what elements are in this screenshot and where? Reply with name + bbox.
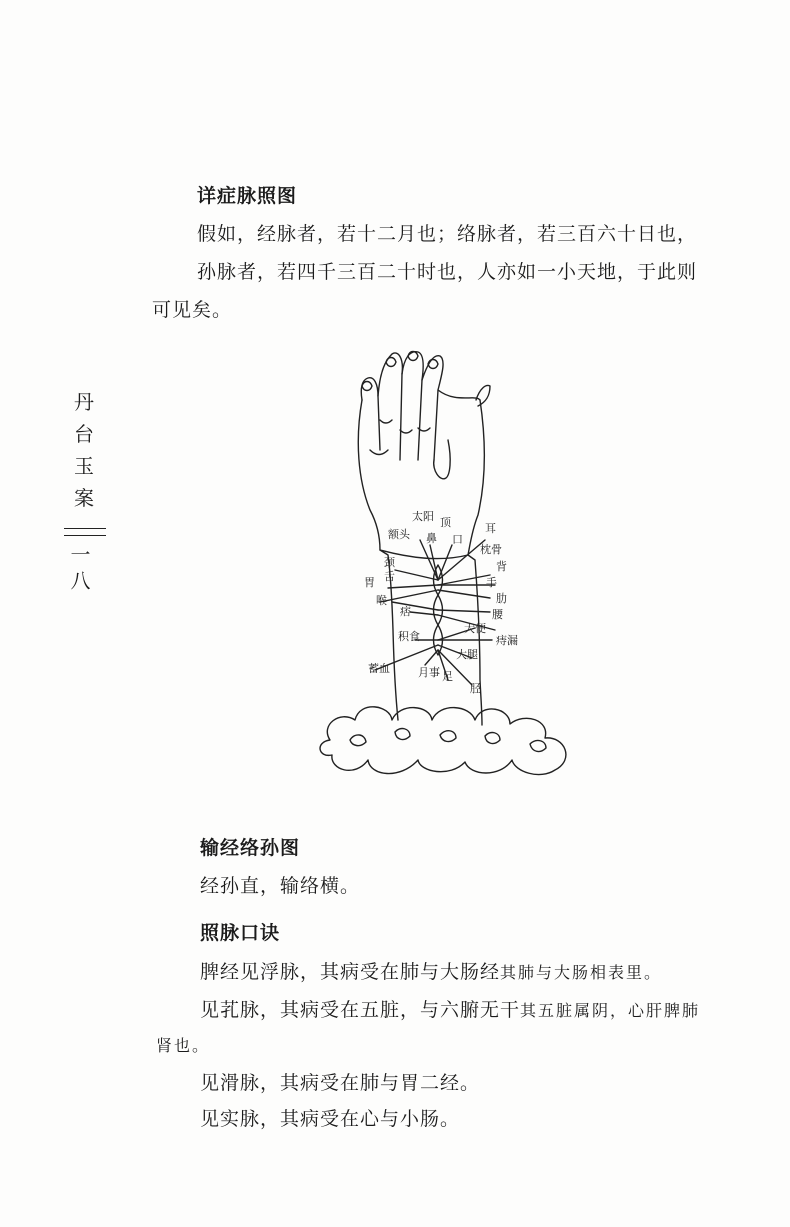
side-title-char: 玉 [74,454,94,478]
label-shou: 手 [486,576,497,589]
page-number: 一八 [67,544,91,596]
section-heading-3: 照脉口诀 [200,922,281,944]
label-zhilou: 痔漏 [496,634,518,647]
label-taiyang: 太阳 [412,510,434,523]
label-wei: 胃 [364,576,375,589]
label-xuxue: 蓄血 [368,662,390,675]
side-title-char: 案 [74,486,94,510]
section-heading-2: 输经络孙图 [200,837,301,859]
paragraph-line: 孙脉者，若四千三百二十时也，人亦如一小天地，于此则 [197,261,698,283]
label-jing: 颈 [384,556,395,569]
section-heading-1: 详症脉照图 [197,185,298,207]
label-yao: 腰 [492,608,503,621]
annotation-note: 其五脏属阴，心肝脾肺 [520,1001,701,1020]
label-er: 耳 [485,522,496,535]
paragraph-line: 假如，经脉者，若十二月也；络脉者，若三百六十日也， [197,223,698,245]
side-running-title [64,386,104,596]
label-bi: 鼻 [426,532,437,545]
paragraph-line: 可见矣。 [152,299,233,321]
label-kou: 口 [452,533,463,546]
label-pi: 痞 [400,605,411,618]
paragraph-line: 经孙直，输络横。 [200,875,361,897]
pulse-hand-diagram [300,340,600,810]
label-jing2: 胫 [470,682,481,695]
label-zu: 足 [442,670,453,683]
annotation-note: 其肺与大肠相表里。 [500,963,663,982]
label-she: 舌 [384,570,395,583]
label-ding: 顶 [440,516,451,529]
label-hou: 喉 [376,594,387,607]
main-text: 脾经见浮脉，其病受在肺与大肠经 [200,961,501,983]
label-yueshi: 月事 [418,666,440,679]
main-text: 见芤脉，其病受在五脏，与六腑无干 [200,999,521,1021]
paragraph-line [200,957,662,984]
side-divider [64,528,106,536]
label-zhengu: 枕骨 [480,543,502,556]
paragraph-line: 见实脉，其病受在心与小肠。 [200,1108,461,1130]
paragraph-line [200,995,700,1022]
label-dabian: 大便 [464,622,486,635]
side-title-char: 丹 [74,390,94,414]
label-bei: 背 [496,560,507,573]
annotation-note-continued: 肾也。 [156,1036,211,1055]
label-etou: 额头 [388,528,410,541]
label-jishi: 积食 [398,630,420,643]
label-lei: 肋 [496,592,507,605]
side-title-char: 台 [74,422,94,446]
paragraph-line: 见滑脉，其病受在肺与胃二经。 [200,1072,481,1094]
label-datui: 大腿 [456,648,478,661]
